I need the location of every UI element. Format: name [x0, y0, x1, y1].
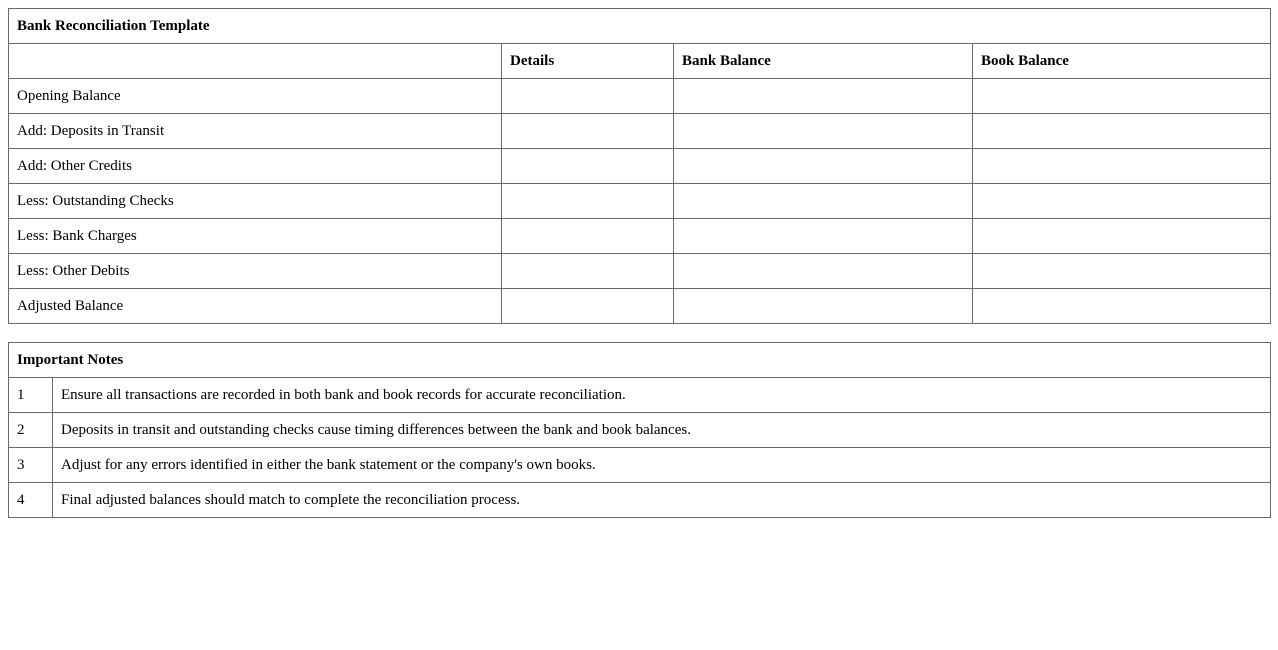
book-balance-cell[interactable]: [973, 114, 1271, 149]
bank-balance-cell[interactable]: [674, 254, 973, 289]
row-label: Adjusted Balance: [9, 289, 502, 324]
note-text: Final adjusted balances should match to complete the reconciliation process.: [53, 483, 1271, 518]
bank-balance-cell[interactable]: [674, 289, 973, 324]
bank-balance-cell[interactable]: [674, 149, 973, 184]
row-label: Add: Deposits in Transit: [9, 114, 502, 149]
header-bank-balance: Bank Balance: [674, 44, 973, 79]
note-text: Deposits in transit and outstanding checks cause timing differences between the bank and book balances.: [53, 413, 1271, 448]
notes-title: Important Notes: [9, 343, 1271, 378]
header-details: Details: [502, 44, 674, 79]
list-item: [9, 378, 1271, 413]
reconciliation-header-row: [9, 44, 1271, 79]
table-row: [9, 149, 1271, 184]
list-item: [9, 448, 1271, 483]
row-label: Less: Outstanding Checks: [9, 184, 502, 219]
details-cell[interactable]: [502, 219, 674, 254]
table-row: [9, 79, 1271, 114]
row-label: Opening Balance: [9, 79, 502, 114]
table-row: [9, 114, 1271, 149]
list-item: [9, 483, 1271, 518]
note-number: 4: [9, 483, 53, 518]
bank-reconciliation-table: [8, 8, 1271, 324]
header-book-balance: Book Balance: [973, 44, 1271, 79]
details-cell[interactable]: [502, 114, 674, 149]
row-label: Add: Other Credits: [9, 149, 502, 184]
reconciliation-title-row: [9, 9, 1271, 44]
row-label: Less: Other Debits: [9, 254, 502, 289]
bank-balance-cell[interactable]: [674, 184, 973, 219]
header-label: [9, 44, 502, 79]
details-cell[interactable]: [502, 289, 674, 324]
bank-balance-cell[interactable]: [674, 114, 973, 149]
note-text: Adjust for any errors identified in either the bank statement or the company's own books.: [53, 448, 1271, 483]
table-row: [9, 254, 1271, 289]
book-balance-cell[interactable]: [973, 184, 1271, 219]
note-number: 1: [9, 378, 53, 413]
note-number: 2: [9, 413, 53, 448]
reconciliation-title: Bank Reconciliation Template: [9, 9, 1271, 44]
details-cell[interactable]: [502, 184, 674, 219]
table-row: [9, 289, 1271, 324]
table-row: [9, 184, 1271, 219]
row-label: Less: Bank Charges: [9, 219, 502, 254]
note-number: 3: [9, 448, 53, 483]
details-cell[interactable]: [502, 79, 674, 114]
notes-title-row: [9, 343, 1271, 378]
list-item: [9, 413, 1271, 448]
note-text: Ensure all transactions are recorded in both bank and book records for accurate reconciliation.: [53, 378, 1271, 413]
bank-balance-cell[interactable]: [674, 79, 973, 114]
book-balance-cell[interactable]: [973, 289, 1271, 324]
book-balance-cell[interactable]: [973, 254, 1271, 289]
book-balance-cell[interactable]: [973, 79, 1271, 114]
details-cell[interactable]: [502, 149, 674, 184]
bank-balance-cell[interactable]: [674, 219, 973, 254]
book-balance-cell[interactable]: [973, 219, 1271, 254]
table-row: [9, 219, 1271, 254]
details-cell[interactable]: [502, 254, 674, 289]
important-notes-table: [8, 342, 1271, 518]
book-balance-cell[interactable]: [973, 149, 1271, 184]
